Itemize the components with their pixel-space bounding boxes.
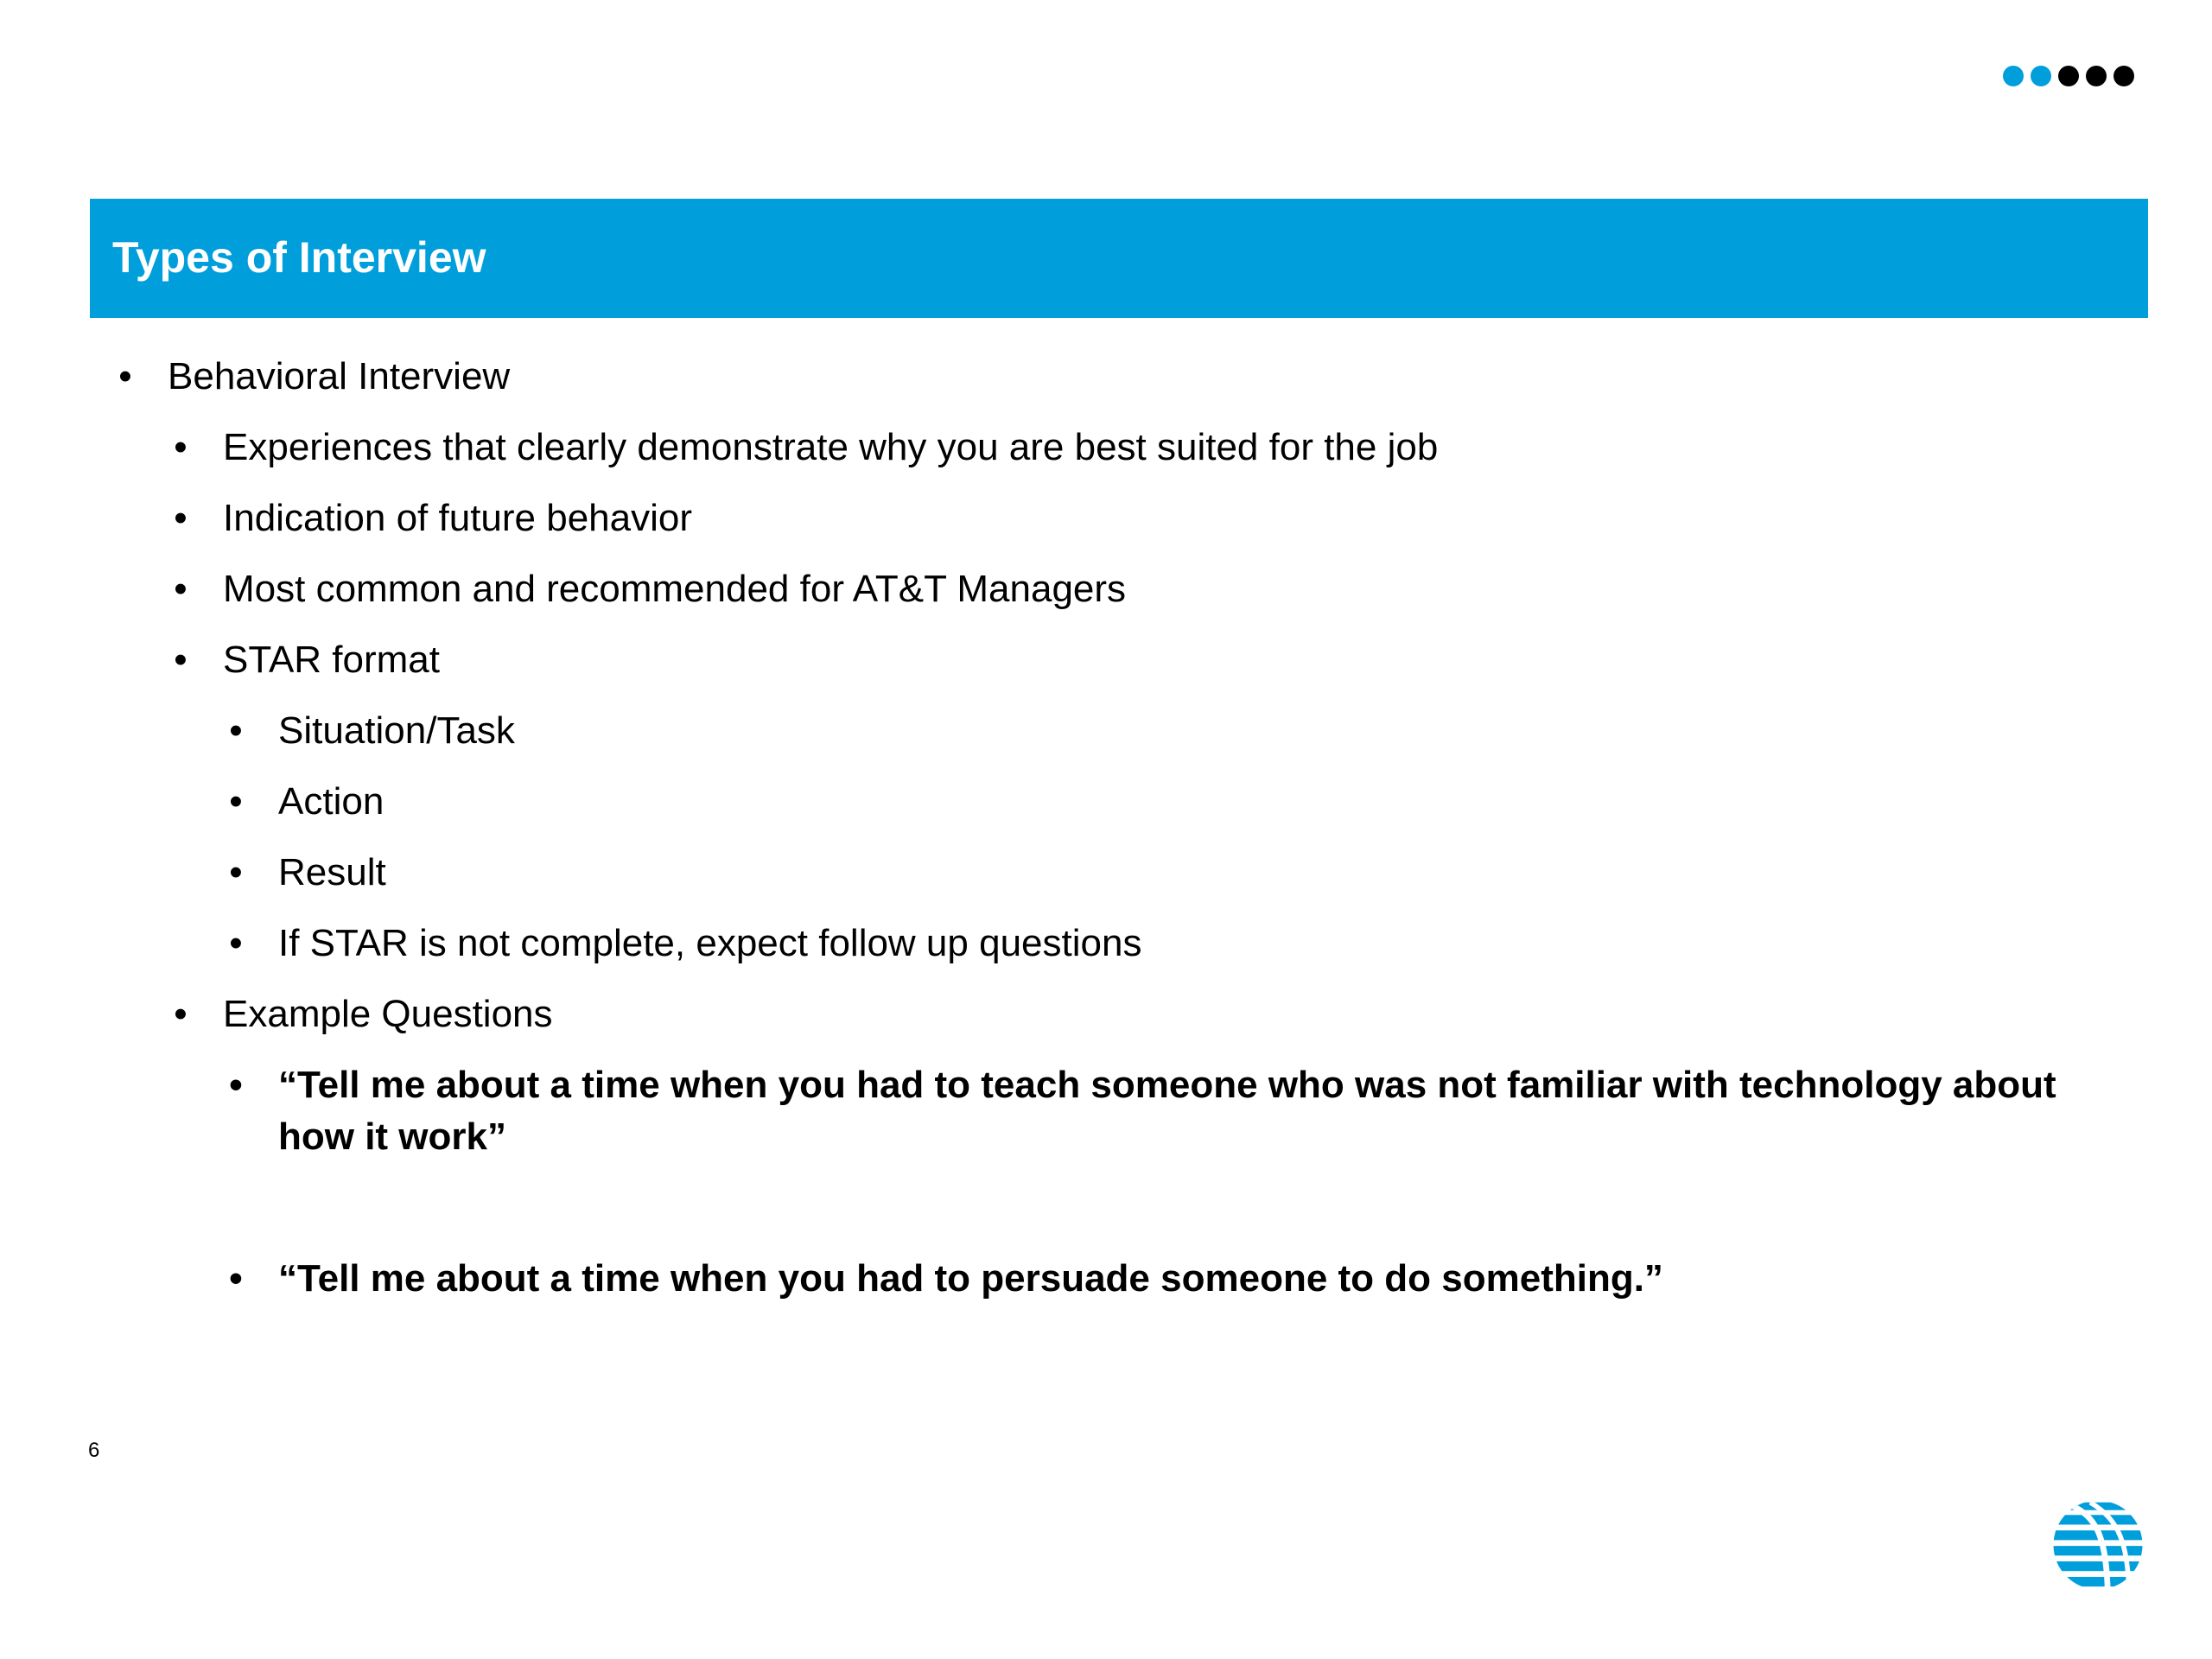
slide-title: Types of Interview bbox=[112, 233, 486, 282]
bullet-text: Indication of future behavior bbox=[223, 497, 693, 539]
bullet-level-2 bbox=[174, 493, 2124, 544]
bullet-text: Behavioral Interview bbox=[168, 355, 511, 397]
bullet-text: “Tell me about a time when you had to persuade someone to do something.” bbox=[278, 1257, 1663, 1300]
bullet-dot-icon: • bbox=[174, 993, 188, 1035]
bullet-level-2 bbox=[174, 988, 2124, 1040]
bullet-level-3-question bbox=[229, 1059, 2136, 1163]
bullet-level-2 bbox=[174, 563, 2124, 615]
bullet-text: Situation/Task bbox=[278, 709, 515, 752]
bullet-level-2 bbox=[174, 422, 2124, 474]
bullet-text: “Tell me about a time when you had to teach someone who was not familiar with technology about how it work” bbox=[278, 1064, 2056, 1158]
bullet-dot-icon: • bbox=[174, 639, 188, 681]
bullet-dot-icon: • bbox=[174, 568, 188, 610]
progress-dot bbox=[2113, 66, 2134, 86]
bullet-dot-icon: • bbox=[229, 709, 243, 752]
bullet-text: STAR format bbox=[223, 639, 441, 681]
bullet-dot-icon: • bbox=[229, 922, 243, 964]
bullet-dot-icon: • bbox=[229, 1064, 243, 1106]
bullet-dot-icon: • bbox=[118, 355, 132, 397]
progress-dot bbox=[2003, 66, 2024, 86]
bullet-level-3 bbox=[229, 705, 2179, 757]
bullet-level-3 bbox=[229, 847, 2179, 899]
progress-dot bbox=[2058, 66, 2079, 86]
bullet-level-3 bbox=[229, 918, 2179, 969]
bullet-dot-icon: • bbox=[174, 426, 188, 468]
bullet-level-3-question bbox=[229, 1253, 2179, 1305]
bullet-dot-icon: • bbox=[174, 497, 188, 539]
progress-indicator bbox=[2003, 66, 2134, 86]
title-bar bbox=[90, 199, 2148, 318]
bullet-level-1 bbox=[118, 351, 2069, 403]
bullet-dot-icon: • bbox=[229, 1257, 243, 1300]
bullet-text: Most common and recommended for AT&T Managers bbox=[223, 568, 1127, 610]
att-globe-logo-icon bbox=[2050, 1497, 2146, 1593]
bullet-dot-icon: • bbox=[229, 851, 243, 893]
bullet-level-3 bbox=[229, 776, 2179, 828]
bullet-level-2 bbox=[174, 634, 2124, 686]
bullet-text: Result bbox=[278, 851, 386, 893]
page-number: 6 bbox=[88, 1439, 100, 1462]
bullet-text: Example Questions bbox=[223, 993, 553, 1035]
bullet-dot-icon: • bbox=[229, 780, 243, 823]
bullet-text: Action bbox=[278, 780, 385, 823]
progress-dot bbox=[2031, 66, 2051, 86]
bullet-text: If STAR is not complete, expect follow up questions bbox=[278, 922, 1142, 964]
bullet-text: Experiences that clearly demonstrate why you are best suited for the job bbox=[223, 426, 1439, 468]
progress-dot bbox=[2086, 66, 2107, 86]
